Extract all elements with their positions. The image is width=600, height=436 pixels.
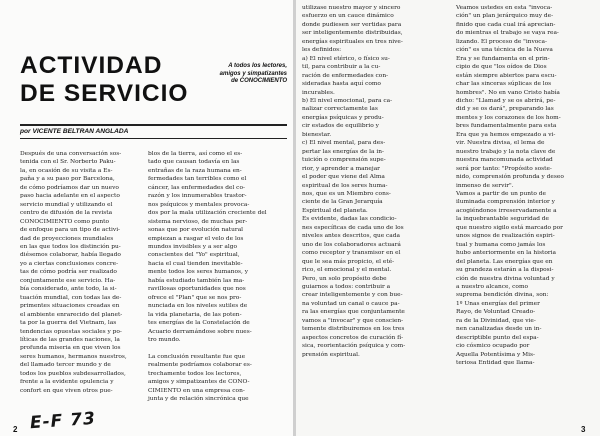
text-line: uno de los colaboradores actuará bbox=[302, 241, 401, 248]
text-line: blos de la tierra, así como el es- bbox=[148, 151, 243, 157]
text-line: til, para contribuir a la cu- bbox=[302, 64, 381, 71]
page-number-left: 2 bbox=[13, 425, 18, 434]
text-line: diésemos colaborar, había llegado bbox=[20, 252, 121, 259]
text-line: paña y a su paso por Barcelona, bbox=[20, 176, 115, 183]
text-line: Veamos ustedes en esta "invoca- bbox=[456, 5, 553, 11]
text-line: nalizar correctamente las bbox=[302, 106, 378, 113]
text-line: nes específicas de cada uno de los bbox=[302, 224, 404, 231]
text-line: vir. Nuestra divisa, el lema de bbox=[456, 140, 545, 147]
text-line: do mientras el trabajo se vaya rea- bbox=[456, 30, 559, 37]
text-line: a) El nivel etérico, o físico su- bbox=[302, 55, 390, 62]
text-line: ofrece el "Plan" que se nos pro- bbox=[148, 294, 242, 301]
text-line: ra las energías que conjuntamente bbox=[302, 309, 405, 316]
text-line: energías espirituales en tres nive- bbox=[302, 38, 403, 45]
text-line: están siempre abiertos para escu- bbox=[456, 72, 557, 79]
text-line: ración de enfermedades con- bbox=[302, 72, 389, 79]
text-line: yo a ciertas conclusiones concre- bbox=[20, 260, 119, 267]
text-line: Es evidente, dadas las condicio- bbox=[302, 216, 397, 223]
left-page-column-2 bbox=[148, 150, 288, 404]
text-line: tuición o comprensión supe- bbox=[302, 157, 386, 164]
text-line: tual y humana como jamás los bbox=[456, 241, 546, 248]
text-line: CIMIENTO en una empresa con- bbox=[148, 387, 245, 394]
text-line: razón y los innumerables trastor- bbox=[148, 193, 247, 200]
text-line: inmenso de servir". bbox=[456, 182, 514, 189]
text-line: nen canalizadas desde un in- bbox=[456, 326, 542, 333]
text-line: tenida con el Sr. Norberto Paku- bbox=[20, 159, 116, 166]
text-line: empiezan a rasgar el velo de los bbox=[148, 235, 244, 242]
right-page-column-1 bbox=[302, 4, 442, 359]
byline: por VICENTE BELTRAN ANGLADA bbox=[20, 128, 129, 135]
text-line: nido, comprensión profunda y deseo bbox=[456, 174, 564, 181]
text-line: de cómo podríamos dar un nuevo bbox=[20, 184, 119, 191]
dedication-line-3: de CONOCIMIENTO bbox=[231, 78, 287, 84]
text-line: CONOCIMIENTO como punto bbox=[20, 218, 110, 225]
text-line: cir estados de equilibrio y bbox=[302, 123, 379, 130]
text-line: será por tanto: "Propósito soste- bbox=[456, 165, 552, 172]
text-line: tado que causan todavía en las bbox=[148, 159, 240, 166]
text-line: tuación mundial, con todas las de- bbox=[20, 294, 122, 301]
text-line: su grandeza estarán a la disposi- bbox=[456, 267, 554, 274]
right-page-column-2 bbox=[456, 4, 598, 367]
text-line: todos los pueblos subdesarrollados, bbox=[20, 370, 126, 377]
text-line: utilizase nuestro mayor y sincero bbox=[302, 5, 401, 11]
text-line: tes energías de la Constelación de bbox=[148, 320, 250, 327]
text-line: Después de una conversación sos- bbox=[20, 151, 122, 157]
text-line: donde pudiesen ser vertidas para bbox=[302, 21, 402, 28]
text-line: sonas que por evolución natural bbox=[148, 227, 244, 234]
text-line: junta y de relación sincrónica que bbox=[148, 396, 249, 403]
text-line: confort en que viven otros pue- bbox=[20, 387, 113, 394]
text-line: dos por la mala utilización creciente del bbox=[148, 210, 267, 217]
text-line: hubo anteriormente en la historia bbox=[456, 250, 557, 257]
text-line: mentes y los corazones de los hom- bbox=[456, 114, 561, 121]
text-line: descriptible punto del espa- bbox=[456, 334, 539, 341]
text-line: trechamente todos los lectores, bbox=[148, 370, 242, 377]
text-line: prensión espiritual. bbox=[302, 351, 360, 358]
text-line: sistema nervioso, de muchas per- bbox=[148, 218, 248, 225]
title-divider-bottom bbox=[20, 138, 287, 139]
text-line: Era y se fundamenta en el prin- bbox=[456, 55, 550, 62]
text-line: aspectos concretos de curación fí- bbox=[302, 334, 404, 341]
text-line: bres fundamentalmente para esta bbox=[456, 123, 557, 130]
text-line: la inquebrantable seguridad de bbox=[456, 216, 549, 223]
text-line: esfuerzo en un cauce dinámico bbox=[302, 13, 394, 20]
text-line: mente todos los seres humanos, y bbox=[148, 269, 249, 276]
text-line: did y se os dará", preparando las bbox=[456, 106, 554, 113]
text-line: nuestro trabajo y la nota clave de bbox=[456, 148, 556, 155]
text-line: nos psíquicos y mentales provoca- bbox=[148, 201, 250, 208]
text-line: lizando. El proceso de "invoca- bbox=[456, 38, 548, 45]
text-line: nunciada en los niveles sutiles de bbox=[148, 303, 248, 310]
text-line: centro de difusión de la revista bbox=[20, 210, 113, 217]
text-line: nos, que es un Miembro cons- bbox=[302, 190, 391, 197]
text-line: la vida planetaria, de las poten- bbox=[148, 311, 242, 318]
text-line: la, en ocasión de su visita a Es- bbox=[20, 167, 113, 174]
title-divider-top bbox=[20, 124, 287, 126]
left-page-column-1 bbox=[20, 150, 142, 395]
text-line: ción de nuestra divina voluntad y bbox=[456, 275, 555, 282]
text-line: teriosa Entidad que llama- bbox=[456, 360, 535, 367]
text-line: paso hacia adelante en el aspecto bbox=[20, 193, 120, 200]
text-line: el ambiente enrarecido del planet- bbox=[20, 311, 123, 318]
title-line-2: DE SERVICIO bbox=[20, 80, 189, 107]
text-line: ser inteligentemente distribuidas, bbox=[302, 30, 403, 37]
text-line: na voluntad un canal o cauce pa- bbox=[302, 300, 400, 307]
text-line bbox=[148, 344, 288, 352]
text-line: había estudiado también las ma- bbox=[148, 277, 245, 284]
text-line: Rayo, de Voluntad Creado- bbox=[456, 309, 536, 316]
text-line: ción" un plan jerárquico muy de- bbox=[456, 13, 554, 20]
text-line: como receptor y transmisor en el bbox=[302, 250, 401, 257]
text-line: ravillosas oportunidades que nos bbox=[148, 286, 246, 293]
dedication-line-1: A todos los lectores, bbox=[228, 63, 287, 69]
text-line: c) El nivel mental, para des- bbox=[302, 140, 386, 147]
left-page bbox=[0, 0, 293, 436]
text-line: profunda miseria en que viven los bbox=[20, 345, 121, 352]
text-line: nuestra mancomunada actividad bbox=[456, 157, 553, 164]
right-page bbox=[296, 0, 600, 436]
text-line: rico, el emocional y el mental. bbox=[302, 267, 392, 274]
text-line: pertar las energías de la in- bbox=[302, 148, 384, 155]
text-line: dicho: "Llamad y se os abrirá, pe- bbox=[456, 97, 556, 104]
text-line: finido que cada cual irá aprecian- bbox=[456, 21, 556, 28]
text-line: del llamado tercer mundo y de bbox=[20, 362, 111, 369]
text-line: primentes situaciones creadas en bbox=[20, 303, 120, 310]
text-line: frente a la evidente opulencia y bbox=[20, 379, 114, 386]
dedication-line-2: amigos y simpatizantes bbox=[219, 70, 287, 77]
text-line: niveles antes descritos, que cada bbox=[302, 233, 401, 240]
text-line: les definidos: bbox=[302, 47, 342, 54]
text-line: que le sea más propicio, el eté- bbox=[302, 258, 395, 265]
text-line: servicio mundial y utilizando el bbox=[20, 201, 113, 208]
text-line: sideradas hasta aquí como bbox=[302, 81, 381, 88]
article-dedication bbox=[153, 63, 287, 86]
text-line: tro mundo. bbox=[148, 336, 181, 343]
text-line: energías psíquicas y produ- bbox=[302, 114, 384, 121]
text-line: Acuario derramándose sobre nues- bbox=[148, 328, 252, 335]
text-line: incurables. bbox=[302, 89, 335, 96]
text-line: acogiéndonos irreservadamente a bbox=[456, 207, 557, 214]
text-line: a nuestro alcance, como bbox=[456, 283, 529, 290]
handwritten-annotation: E-F 73 bbox=[29, 408, 97, 434]
text-line: Pero, un solo propósito debe bbox=[302, 275, 387, 282]
text-line: conjuntamente ese servicio. Ha- bbox=[20, 277, 116, 284]
text-line: entrañas de la raza humana en- bbox=[148, 167, 242, 174]
text-line: temente distribuiremos en los tres bbox=[302, 326, 405, 333]
text-line: char las sinceras súplicas de los bbox=[456, 81, 552, 88]
text-line: La conclusión resultante fue que bbox=[148, 353, 246, 360]
text-line: crear inteligentemente y con bue- bbox=[302, 292, 403, 299]
text-line: Espiritual del planeta. bbox=[302, 207, 368, 214]
text-line: cáncer, las enfermedades del co- bbox=[148, 184, 245, 191]
text-line: tendencias opuestas sociales y po- bbox=[20, 328, 122, 335]
text-line: ciente de la Gran Jerarquía bbox=[302, 199, 383, 206]
text-line: Vamos a partir de un punto de bbox=[456, 190, 546, 197]
text-line: ción" es una técnica de la Nueva bbox=[456, 47, 553, 54]
text-line: guiarnos a todos: contribuir a bbox=[302, 283, 391, 290]
text-line: fermedades tan terribles como el bbox=[148, 176, 247, 183]
text-line: de enfoque para un tipo de activi- bbox=[20, 227, 121, 234]
text-line: líticas de las grandes naciones, la bbox=[20, 336, 120, 343]
text-line: ra de la Divinidad, que vie- bbox=[456, 317, 536, 324]
text-line: 1º Unas energías del primer bbox=[456, 300, 540, 307]
text-line: hacia el cual tienden inevitable- bbox=[148, 260, 243, 267]
text-line: el poder que viene del Alma bbox=[302, 174, 385, 181]
text-line: unos signos de realización espiri- bbox=[456, 233, 555, 240]
text-line: cipio de que "los oídos de Dios bbox=[456, 64, 547, 71]
text-line: b) El nivel emocional, para ca- bbox=[302, 97, 393, 104]
text-line: del planeta. Las energías que en bbox=[456, 258, 553, 265]
text-line: Era que ya hemos empezado a vi- bbox=[456, 131, 556, 138]
text-line: amigos y simpatizantes de CONO- bbox=[148, 379, 250, 386]
text-line: realmente podríamos colaborar es- bbox=[148, 362, 252, 369]
text-line: que nuestro sigilo está marcado por bbox=[456, 224, 563, 231]
text-line: bienestar. bbox=[302, 131, 332, 138]
text-line: espiritual de los seres huma- bbox=[302, 182, 388, 189]
text-line: en las que todos los distinción pu- bbox=[20, 243, 121, 250]
text-line: dad de proyecciones mundiales bbox=[20, 235, 114, 242]
text-line: suprema bendición divina, son: bbox=[456, 292, 549, 299]
text-line: ta por la guerra del Vietnam, las bbox=[20, 320, 117, 327]
text-line: rior, y aprender a manejar bbox=[302, 165, 380, 172]
text-line: iluminada comprensión interior y bbox=[456, 199, 555, 206]
text-line: cio cósmico ocupado por bbox=[456, 343, 530, 350]
text-line: tas de cómo podría ser realizado bbox=[20, 269, 117, 276]
text-line: sica, reorientación psíquica y com- bbox=[302, 343, 406, 350]
text-line: seres humanos, hermanos nuestros, bbox=[20, 353, 127, 360]
text-line: mundos invisibles y a ser algo bbox=[148, 243, 238, 250]
page-number-right: 3 bbox=[581, 425, 586, 434]
text-line: hombres". No en vano Cristo había bbox=[456, 89, 560, 96]
text-line: vamos a "invocar" y que conscien- bbox=[302, 317, 404, 324]
text-line: conscientes del "Yo" espiritual, bbox=[148, 252, 240, 259]
title-line-1: ACTIVIDAD bbox=[20, 52, 163, 79]
text-line: bía considerado, ante todo, la si- bbox=[20, 286, 117, 293]
text-line: Aquella Potentísima y Mis- bbox=[456, 351, 535, 358]
